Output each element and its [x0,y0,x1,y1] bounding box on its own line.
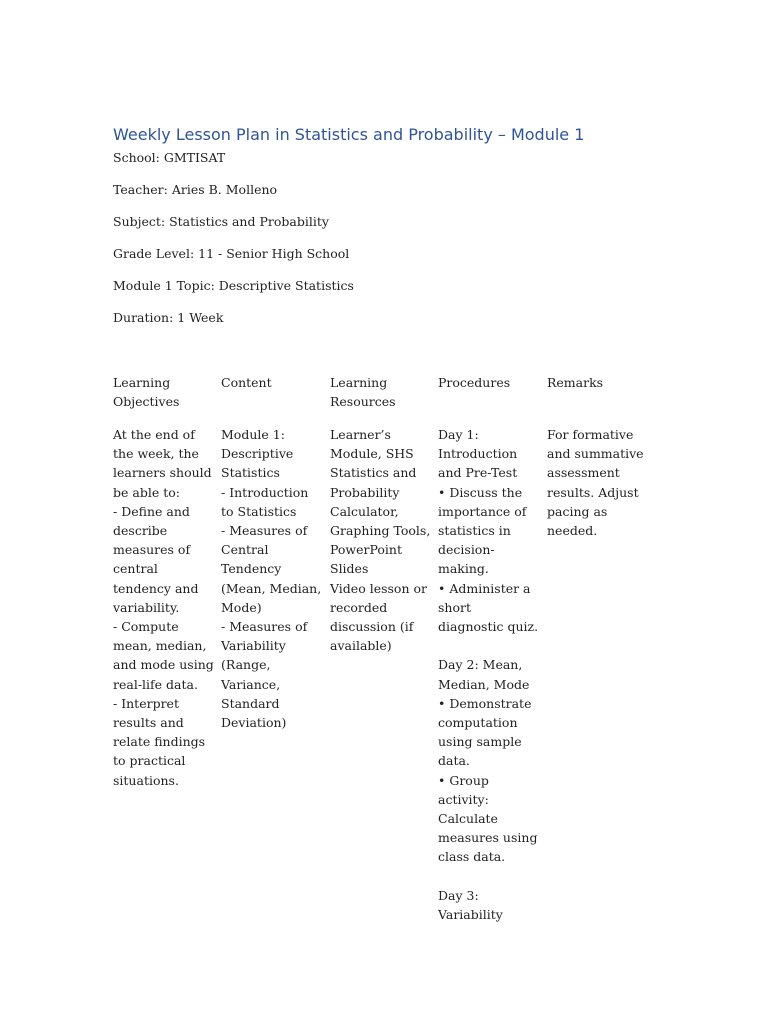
header-learning-objectives: Learning Objectives [113,375,180,410]
cell-remarks: For formative and summative assessment results. Adjust pacing as needed. [547,427,644,539]
header-remarks: Remarks [547,375,604,390]
cell-procedures: Day 1: Introduction and Pre-Test • Discuss the importance of statistics in decision- making. • Administer a short diagnostic quiz. Day 2: Mean, Median, Mode • Demonstrate computation using sample data. • Group activity: Calculate measures using class data. Day 3: Variability [438,427,539,923]
subject-line: Subject: Statistics and Probability [113,214,329,229]
duration-line: Duration: 1 Week [113,310,224,325]
header-learning-resources: Learning Resources [330,375,396,410]
grade-level-line: Grade Level: 11 - Senior High School [113,246,350,261]
school-line: School: GMTISAT [113,150,226,165]
document-title: Weekly Lesson Plan in Statistics and Probability – Module 1 [113,125,585,144]
cell-learning-resources: Learner’s Module, SHS Statistics and Probability Calculator, Graphing Tools, PowerPoint Slides Video lesson or recorded discussion (if available) [330,427,431,654]
teacher-line: Teacher: Aries B. Molleno [113,182,278,197]
module-topic-line: Module 1 Topic: Descriptive Statistics [113,278,354,293]
header-content: Content [221,375,272,390]
header-procedures: Procedures [438,375,511,390]
cell-content: Module 1: Descriptive Statistics - Introduction to Statistics - Measures of Central Tendency (Mean, Median, Mode) - Measures of Variability (Range, Variance, Standard Deviation) [221,427,322,731]
cell-learning-objectives: At the end of the week, the learners should be able to: - Define and describe measures of central tendency and variability. - Compute mean, median, and mode using real-life data. - Interpret results and relate findings to practical situations. [113,427,214,788]
